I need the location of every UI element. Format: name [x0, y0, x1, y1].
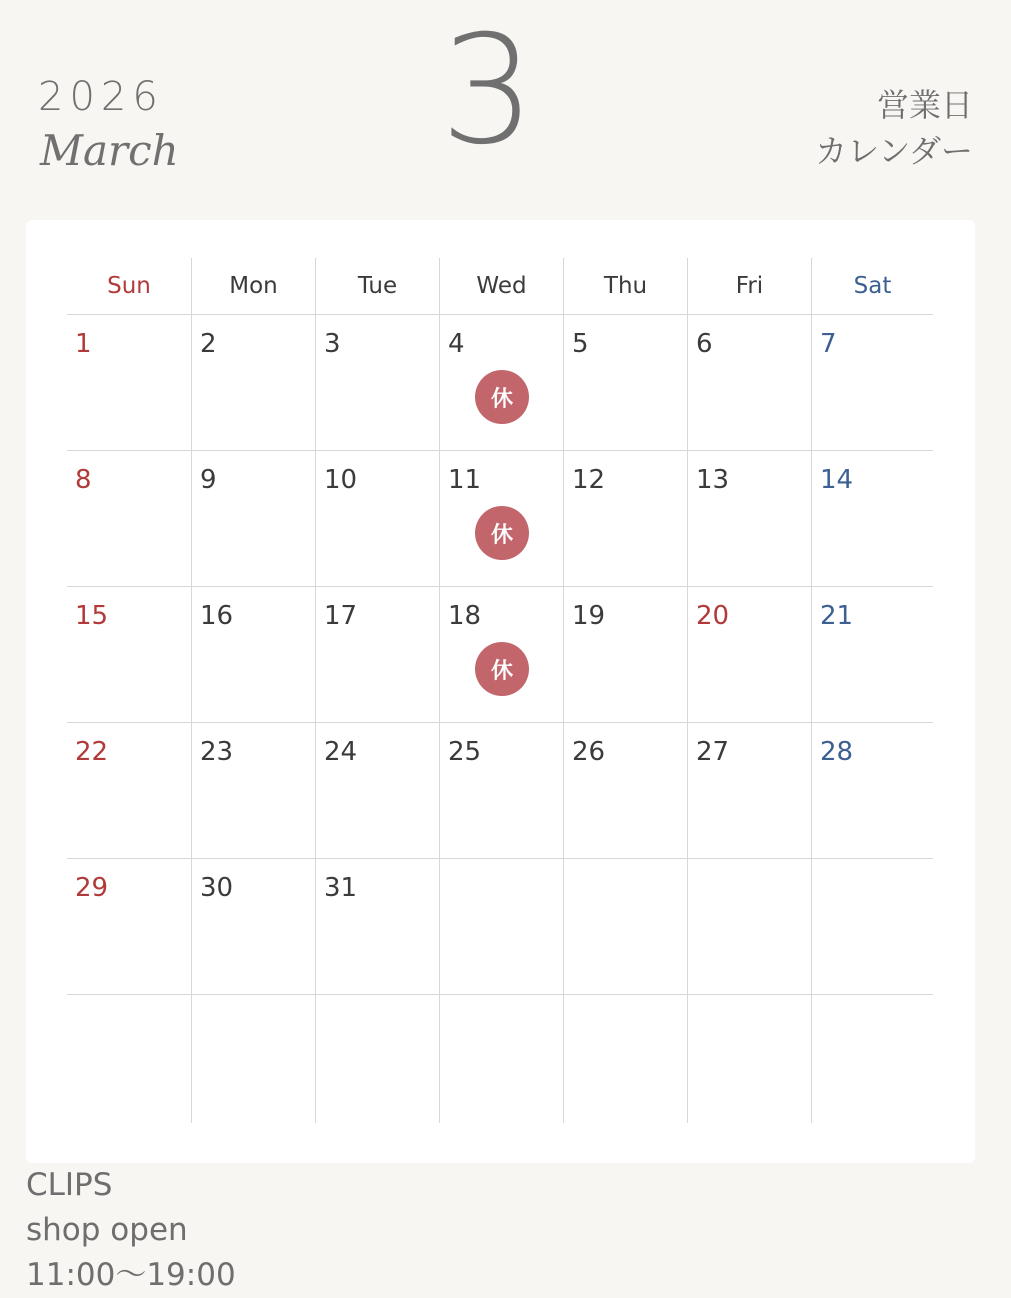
- weekday-fri: Fri: [687, 258, 811, 314]
- week-row: [67, 859, 933, 995]
- day-number: 4: [448, 329, 465, 359]
- day-cell: [67, 451, 191, 586]
- day-cell: [563, 995, 687, 1123]
- day-cell: [191, 723, 315, 858]
- day-cell: [191, 995, 315, 1123]
- day-cell: [811, 995, 933, 1123]
- day-number: 22: [75, 737, 109, 767]
- day-cell: [563, 451, 687, 586]
- day-number: 11: [448, 465, 482, 495]
- week-row: [67, 995, 933, 1123]
- day-number: 14: [820, 465, 854, 495]
- calendar-grid: [67, 258, 933, 1123]
- day-cell: [315, 451, 439, 586]
- day-cell: [315, 995, 439, 1123]
- week-row: [67, 587, 933, 723]
- day-cell: [687, 315, 811, 450]
- day-cell: [67, 995, 191, 1123]
- day-number: 15: [75, 601, 109, 631]
- closed-day-badge: 休: [475, 370, 529, 424]
- day-number: 8: [75, 465, 92, 495]
- shop-name: CLIPS: [26, 1167, 113, 1203]
- day-number: 27: [696, 737, 730, 767]
- weekday-header-row: [67, 258, 933, 315]
- day-cell: [687, 859, 811, 994]
- day-number: 3: [324, 329, 341, 359]
- day-cell: [315, 587, 439, 722]
- day-number: 23: [200, 737, 234, 767]
- day-number: 6: [696, 329, 713, 359]
- day-cell: [687, 587, 811, 722]
- day-cell: [563, 859, 687, 994]
- day-number: 30: [200, 873, 234, 903]
- closed-day-badge: 休: [475, 642, 529, 696]
- day-number: 16: [200, 601, 234, 631]
- week-row: [67, 315, 933, 451]
- day-cell: [315, 859, 439, 994]
- weekday-wed: Wed: [439, 258, 563, 314]
- day-cell: [315, 723, 439, 858]
- day-cell: [811, 315, 933, 450]
- shop-hours: 11:00〜19:00: [26, 1257, 236, 1293]
- week-row: [67, 723, 933, 859]
- shop-info: [26, 1163, 236, 1298]
- day-number: 19: [572, 601, 606, 631]
- day-cell: [811, 451, 933, 586]
- day-cell: [811, 859, 933, 994]
- weekday-mon: Mon: [191, 258, 315, 314]
- day-number: 9: [200, 465, 217, 495]
- shop-open-label: shop open: [26, 1212, 188, 1248]
- day-cell: [811, 723, 933, 858]
- day-number: 31: [324, 873, 358, 903]
- month-name-label: March: [40, 126, 179, 175]
- month-number: 3: [440, 4, 536, 178]
- day-cell: [563, 315, 687, 450]
- weekday-thu: Thu: [563, 258, 687, 314]
- day-cell: [191, 315, 315, 450]
- week-row: [67, 451, 933, 587]
- day-cell: [439, 451, 563, 586]
- day-cell: [191, 587, 315, 722]
- weekday-tue: Tue: [315, 258, 439, 314]
- day-cell: [811, 587, 933, 722]
- day-number: 24: [324, 737, 358, 767]
- day-cell: [191, 859, 315, 994]
- day-number: 25: [448, 737, 482, 767]
- day-cell: [67, 315, 191, 450]
- day-cell: [439, 995, 563, 1123]
- day-number: 21: [820, 601, 854, 631]
- day-cell: [563, 587, 687, 722]
- day-cell: [563, 723, 687, 858]
- day-number: 5: [572, 329, 589, 359]
- day-number: 20: [696, 601, 730, 631]
- day-cell: [67, 859, 191, 994]
- day-number: 29: [75, 873, 109, 903]
- day-number: 13: [696, 465, 730, 495]
- day-number: 17: [324, 601, 358, 631]
- day-number: 26: [572, 737, 606, 767]
- year-label: 2026: [38, 74, 164, 120]
- day-number: 10: [324, 465, 358, 495]
- day-cell: [439, 587, 563, 722]
- closed-day-badge: 休: [475, 506, 529, 560]
- day-number: 7: [820, 329, 837, 359]
- weekday-sun: Sun: [107, 273, 151, 299]
- day-number: 18: [448, 601, 482, 631]
- calendar-title-line1: 営業日: [876, 86, 973, 124]
- day-cell: [191, 451, 315, 586]
- day-number: 12: [572, 465, 606, 495]
- weeks-container: [67, 315, 933, 1123]
- day-number: 1: [75, 329, 92, 359]
- day-cell: [67, 723, 191, 858]
- day-number: 2: [200, 329, 217, 359]
- day-cell: [439, 859, 563, 994]
- day-cell: [439, 723, 563, 858]
- day-cell: [687, 723, 811, 858]
- day-cell: [439, 315, 563, 450]
- day-cell: [687, 995, 811, 1123]
- calendar-title-line2: カレンダー: [815, 132, 973, 170]
- day-cell: [67, 587, 191, 722]
- day-number: 28: [820, 737, 854, 767]
- calendar-title: [815, 82, 973, 174]
- day-cell: [687, 451, 811, 586]
- day-cell: [315, 315, 439, 450]
- weekday-sat: Sat: [811, 258, 933, 314]
